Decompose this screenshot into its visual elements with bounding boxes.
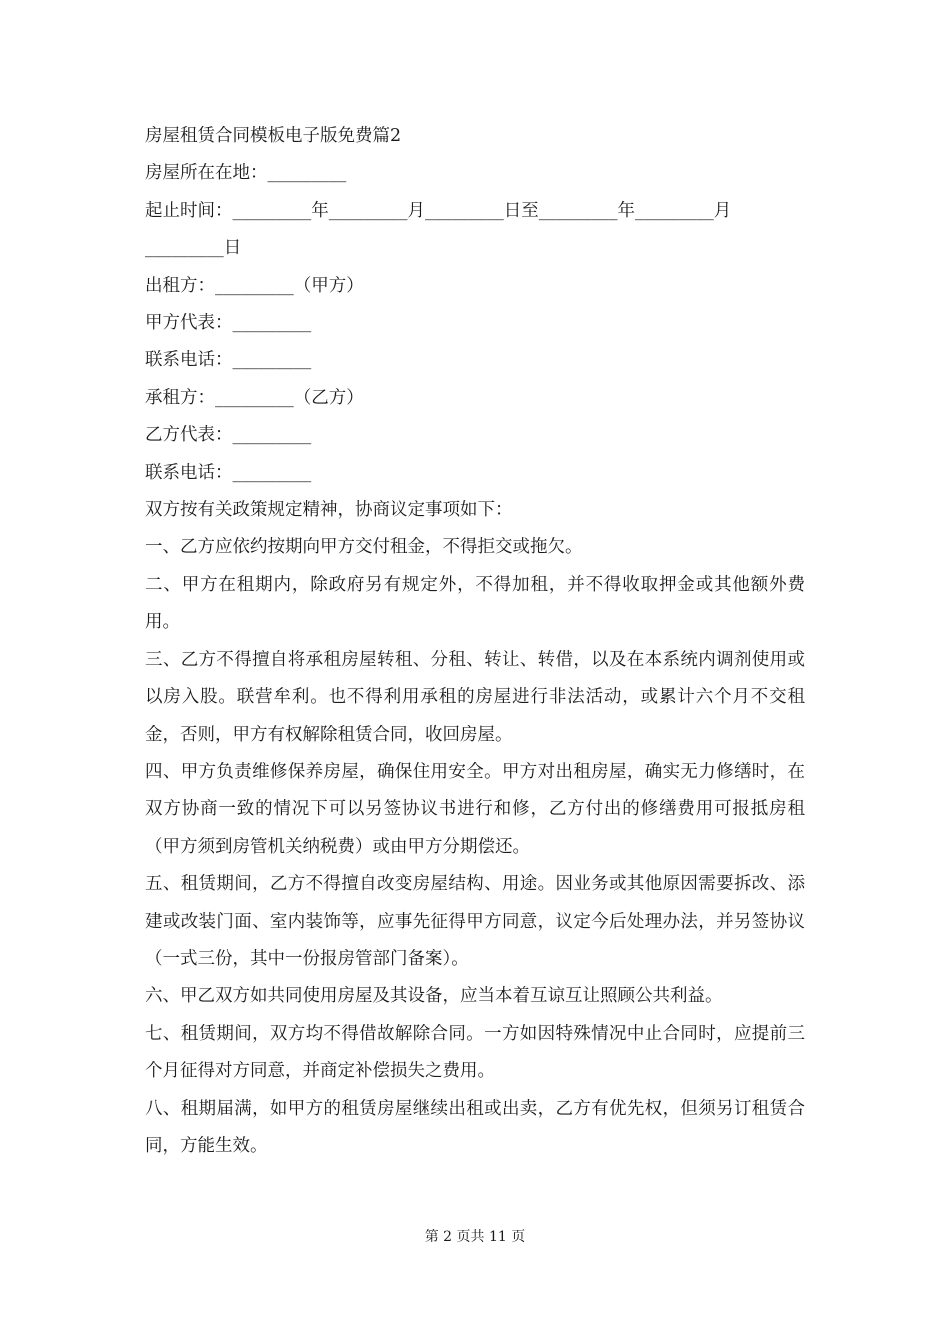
field-lease-period: 起止时间：_________年_________月_________日至_________年_________月	[145, 200, 732, 221]
clause-8: 八、租期届满，如甲方的租赁房屋继续出租或出卖，乙方有优先权，但须另订租赁合同，方能生效。	[145, 1098, 805, 1156]
clause-1: 一、乙方应依约按期向甲方交付租金，不得拒交或拖欠。	[145, 537, 583, 558]
field-lessee: 承租方：_________（乙方）	[145, 387, 364, 408]
clause-6: 六、甲乙双方如共同使用房屋及其设备，应当本着互谅互让照顾公共利益。	[145, 986, 723, 1007]
document-title: 房屋租赁合同模板电子版免费篇2	[145, 126, 402, 146]
field-lease-period-end-day: _________日	[145, 238, 242, 259]
intro-paragraph: 双方按有关政策规定精神，协商议定事项如下：	[145, 500, 513, 521]
field-lessee-phone: 联系电话：_________	[145, 462, 312, 483]
document-body	[145, 118, 805, 1165]
field-lessee-representative: 乙方代表：_________	[145, 425, 312, 446]
field-lessor: 出租方：_________（甲方）	[145, 275, 364, 296]
field-lessor-representative: 甲方代表：_________	[145, 313, 312, 334]
field-property-location: 房屋所在在地：_________	[145, 163, 347, 184]
page-number-footer: 第 2 页共 11 页	[424, 1229, 526, 1245]
clause-7: 七、租赁期间，双方均不得借故解除合同。一方如因特殊情况中止合同时，应提前三个月征得对方同意，并商定补偿损失之费用。	[145, 1023, 805, 1082]
clause-4: 四、甲方负责维修保养房屋，确保住用安全。甲方对出租房屋，确实无力修缮时，在双方协商一致的情况下可以另签协议书进行和修，乙方付出的修缮费用可报抵房租（甲方须到房管机关纳税费）或由甲方分期偿还。	[145, 761, 805, 857]
field-lessor-phone: 联系电话：_________	[145, 350, 312, 371]
clause-5: 五、租赁期间，乙方不得擅自改变房屋结构、用途。因业务或其他原因需要拆改、添建或改装门面、室内装饰等，应事先征得甲方同意，议定今后处理办法，并另签协议（一式三份，其中一份报房管部门备案）。	[145, 874, 805, 969]
clause-2: 二、甲方在租期内，除政府另有规定外，不得加租，并不得收取押金或其他额外费用。	[145, 574, 805, 633]
clause-3: 三、乙方不得擅自将承租房屋转租、分租、转让、转借，以及在本系统内调剂使用或以房入股。联营牟利。也不得利用承租的房屋进行非法活动，或累计六个月不交租金，否则，甲方有权解除租赁合同，收回房屋。	[145, 649, 805, 745]
